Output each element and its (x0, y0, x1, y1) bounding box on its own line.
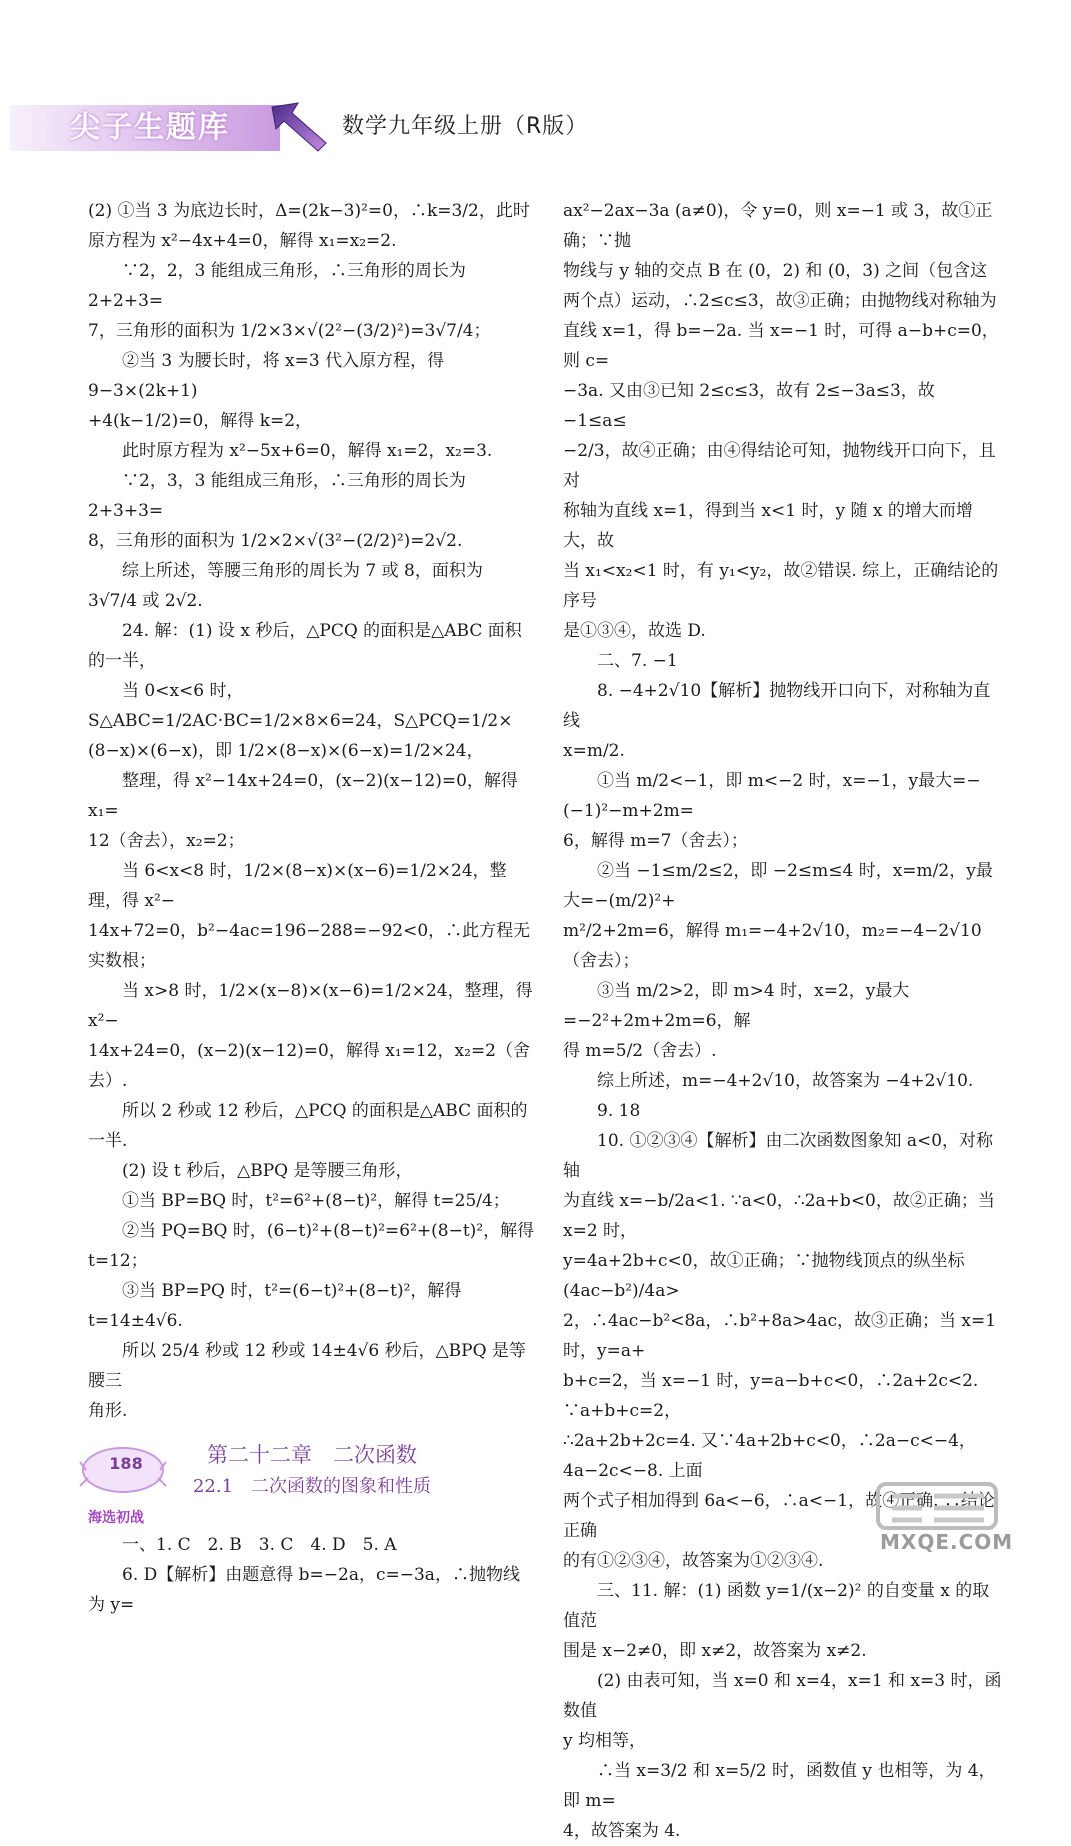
brand-banner: 尖子生题库 (10, 105, 280, 151)
text-line: 8，三角形的面积为 1/2×2×√(3²−(2/2)²)=2√2. (88, 531, 463, 551)
text-line: 得 m=5/2（舍去）. (563, 1041, 717, 1061)
text-line: 当 x₁<x₂<1 时，有 y₁<y₂，故②错误. 综上，正确结论的序号 (563, 561, 999, 611)
text-line: 所以 25/4 秒或 12 秒或 14±4√6 秒后，△BPQ 是等腰三 (88, 1341, 526, 1391)
chapter-title: 第二十二章 二次函数 (207, 1443, 417, 1467)
text-line: 三、11. 解：(1) 函数 y=1/(x−2)² 的自变量 x 的取值范 (563, 1581, 990, 1631)
text-line: 14x+24=0，(x−2)(x−12)=0，解得 x₁=12，x₂=2（舍去）. (88, 1041, 530, 1091)
text-line: (2) 设 t 秒后，△BPQ 是等腰三角形， (122, 1161, 413, 1181)
page-header (0, 95, 1071, 165)
text-line: y=4a+2b+c<0，故①正确；∵抛物线顶点的纵坐标 (4ac−b²)/4a> (563, 1251, 965, 1301)
text-line: 二、7. −1 (597, 651, 678, 671)
text-line: 两个点）运动，∴2≤c≤3，故③正确；由抛物线对称轴为 (563, 291, 997, 311)
text-line: 一、1. C 2. B 3. C 4. D 5. A (122, 1535, 397, 1555)
text-line: 10. ①②③④【解析】由二次函数图象知 a<0，对称轴 (563, 1131, 994, 1181)
text-line: x=m/2. (563, 741, 625, 761)
text-line: ∴当 x=3/2 和 x=5/2 时，函数值 y 也相等，为 4，即 m= (563, 1761, 996, 1811)
watermark-text: MXQE.COM (880, 1530, 1014, 1554)
text-line: 直线 x=1，得 b=−2a. 当 x=−1 时，可得 a−b+c=0，则 c= (563, 321, 999, 371)
text-line: 3√7/4 或 2√2. (88, 591, 203, 611)
page-number: 188 (109, 1454, 143, 1473)
text-line: 6. D【解析】由题意得 b=−2a，c=−3a，∴抛物线为 y= (88, 1565, 520, 1615)
book-title: 数学九年级上册（R版） (342, 114, 589, 139)
text-line: 综上所述，m=−4+2√10，故答案为 −4+2√10. (597, 1071, 974, 1091)
text-line: 综上所述，等腰三角形的周长为 7 或 8，面积为 (122, 561, 483, 581)
text-line: 为直线 x=−b/2a<1. ∵a<0，∴2a+b<0，故②正确；当 x=2 时， (563, 1191, 995, 1241)
text-line: 物线与 y 轴的交点 B 在 (0，2) 和 (0，3) 之间（包含这 (563, 261, 988, 281)
text-line: 6，解得 m=7（舍去）； (563, 831, 748, 851)
text-line: ②当 PQ=BQ 时，(6−t)²+(8−t)²=6²+(8−t)²，解得 t=12； (88, 1221, 535, 1271)
text-line: 角形. (88, 1401, 128, 1421)
text-line: ax²−2ax−3a (a≠0)，令 y=0，则 x=−1 或 3，故①正确；∵抛 (563, 201, 993, 251)
text-line: 两个式子相加得到 6a<−6，∴a<−1，故④正确. ∴结论正确 (563, 1491, 995, 1541)
left-column (88, 196, 536, 1620)
text-line: 14x+72=0，b²−4ac=196−288=−92<0，∴此方程无实数根； (88, 921, 531, 971)
text-line: 所以 2 秒或 12 秒后，△PCQ 的面积是△ABC 面积的 (122, 1101, 528, 1121)
text-line: (2) ①当 3 为底边长时，Δ=(2k−3)²=0，∴k=3/2，此时 (88, 201, 530, 221)
text-line: y 均相等， (563, 1731, 647, 1751)
text-line: ②当 −1≤m/2≤2，即 −2≤m≤4 时，x=m/2，y最大=−(m/2)²+ (563, 861, 993, 911)
text-line: ∵2，3，3 能组成三角形，∴三角形的周长为 2+3+3= (88, 471, 466, 521)
text-line: ∵2，2，3 能组成三角形，∴三角形的周长为 2+2+3= (88, 261, 466, 311)
text-line: ③当 BP=PQ 时，t²=(6−t)²+(8−t)²，解得 t=14±4√6. (88, 1281, 462, 1331)
text-line: 称轴为直线 x=1，得到当 x<1 时，y 随 x 的增大而增大，故 (563, 501, 973, 551)
text-line: 8. −4+2√10【解析】抛物线开口向下，对称轴为直线 (563, 681, 991, 731)
text-line: 9. 18 (597, 1101, 641, 1121)
text-line: ②当 3 为腰长时，将 x=3 代入原方程，得 9−3×(2k+1) (88, 351, 445, 401)
text-line: 当 x>8 时，1/2×(x−8)×(x−6)=1/2×24，整理，得 x²− (88, 981, 533, 1031)
text-line: 整理，得 x²−14x+24=0，(x−2)(x−12)=0，解得 x₁= (88, 771, 518, 821)
text-line: 4，故答案为 4. (563, 1821, 681, 1841)
arrow-icon (268, 99, 330, 155)
section-tag: 海选初战 (88, 1510, 144, 1526)
text-line: b+c=2，当 x=−1 时，y=a−b+c<0，∴2a+2c<2. ∵a+b+c=2， (563, 1371, 979, 1421)
text-line: (2) 由表可知，当 x=0 和 x=4，x=1 和 x=3 时，函数值 (563, 1671, 1002, 1721)
text-line: +4(k−1/2)=0，解得 k=2， (88, 411, 313, 431)
text-line: 此时原方程为 x²−5x+6=0，解得 x₁=2，x₂=3. (122, 441, 493, 461)
text-line: 围是 x−2≠0，即 x≠2，故答案为 x≠2. (563, 1641, 867, 1661)
text-line: −2/3，故④正确；由④得结论可知，抛物线开口向下，且对 (563, 441, 996, 491)
text-line: 24. 解：(1) 设 x 秒后，△PCQ 的面积是△ABC 面积 (122, 621, 522, 641)
text-line: (8−x)×(6−x)，即 1/2×(8−x)×(6−x)=1/2×24， (88, 741, 484, 761)
text-line: 2，∴4ac−b²<8a，∴b²+8a>4ac，故③正确；当 x=1 时，y=a+ (563, 1311, 997, 1361)
text-line: 当 0<x<6 时，S△ABC=1/2AC·BC=1/2×8×6=24，S△PCQ=1/2× (88, 681, 513, 731)
text-line: 一半. (88, 1131, 128, 1151)
right-column (563, 196, 1003, 1846)
section-title: 22.1 二次函数的图象和性质 (192, 1476, 432, 1497)
text-line: 的一半， (88, 651, 156, 671)
text-line: 当 6<x<8 时，1/2×(8−x)×(x−6)=1/2×24，整理，得 x²− (88, 861, 507, 911)
text-line: 7，三角形的面积为 1/2×3×√(2²−(3/2)²)=3√7/4； (88, 321, 491, 341)
text-line: 12（舍去），x₂=2； (88, 831, 245, 851)
text-line: ③当 m/2>2，即 m>4 时，x=2，y最大=−2²+2m+2m=6，解 (563, 981, 910, 1031)
text-line: 原方程为 x²−4x+4=0，解得 x₁=x₂=2. (88, 231, 397, 251)
text-line: 是①③④，故选 D. (563, 621, 706, 641)
text-line: ①当 m/2<−1，即 m<−2 时，x=−1，y最大=−(−1)²−m+2m= (563, 771, 981, 821)
watermark-logo-icon (872, 1478, 1002, 1568)
text-line: −3a. 又由③已知 2≤c≤3，故有 2≤−3a≤3，故 −1≤a≤ (563, 381, 935, 431)
text-line: ∴2a+2b+2c=4. 又∵4a+2b+c<0，∴2a−c<−4，4a−2c<−8. 上面 (563, 1431, 976, 1481)
text-line: ①当 BP=BQ 时，t²=6²+(8−t)²，解得 t=25/4； (122, 1191, 510, 1211)
text-line: m²/2+2m=6，解得 m₁=−4+2√10，m₂=−4−2√10（舍去）； (563, 921, 982, 971)
text-line: 的有①②③④，故答案为①②③④. (563, 1551, 824, 1571)
